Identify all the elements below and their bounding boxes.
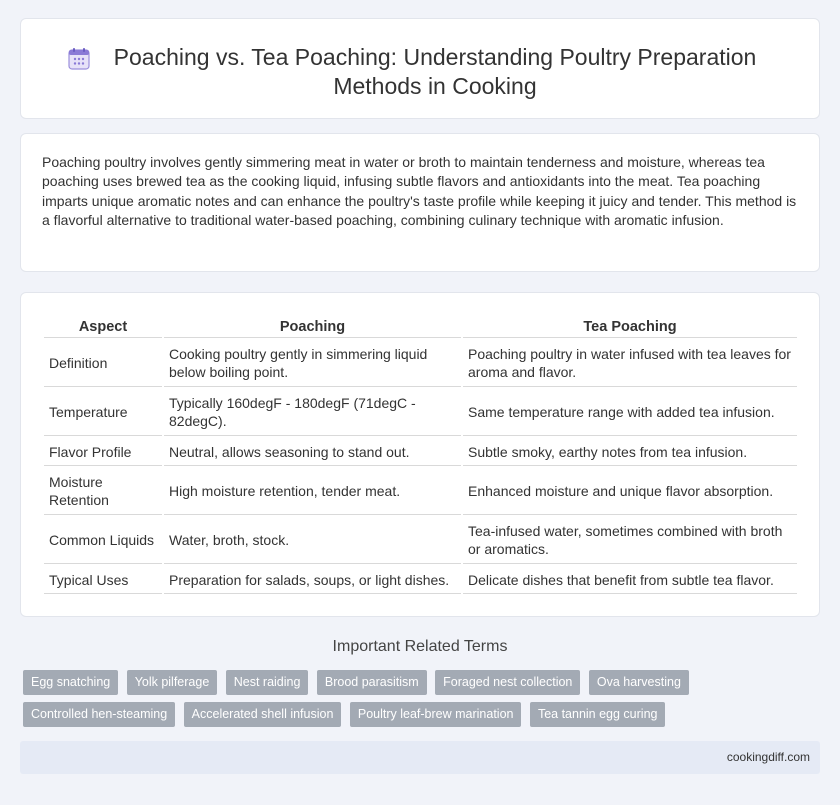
header-card — [20, 18, 820, 119]
intro-paragraph: Poaching poultry involves gently simmering meat in water or broth to maintain tenderness and moisture, whereas tea poaching uses brewed tea as the cooking liquid, infusing subtle flavors and antioxidants into the meat. Tea poaching imparts unique aromatic notes and can enhance the poultry's taste profile while keeping it juicy and tender. This method is a flavorful alternative to traditional water-based poaching, combining culinary technique with aromatic infusion. — [42, 154, 797, 228]
intro-card — [20, 133, 820, 272]
column-header-aspect: Aspect — [44, 316, 162, 338]
poaching-cell: Cooking poultry gently in simmering liquid below boiling point. — [164, 340, 461, 387]
comparison-table — [42, 314, 799, 596]
table-row — [44, 517, 797, 564]
related-term-tag[interactable]: Egg snatching — [23, 670, 118, 695]
table-row — [44, 468, 797, 515]
related-term-tag[interactable]: Nest raiding — [226, 670, 309, 695]
table-row — [44, 566, 797, 594]
related-terms-list — [23, 670, 823, 734]
aspect-cell: Temperature — [44, 389, 162, 436]
footer — [20, 741, 820, 774]
related-term-tag[interactable]: Yolk pilferage — [127, 670, 218, 695]
table-row — [44, 389, 797, 436]
poaching-cell: Water, broth, stock. — [164, 517, 461, 564]
column-header-poaching: Poaching — [164, 316, 461, 338]
table-row — [44, 438, 797, 466]
tea-poaching-cell: Subtle smoky, earthy notes from tea infusion. — [463, 438, 797, 466]
aspect-cell: Typical Uses — [44, 566, 162, 594]
related-term-tag[interactable]: Foraged nest collection — [435, 670, 580, 695]
related-terms-title: Important Related Terms — [332, 638, 508, 655]
column-header-tea-poaching: Tea Poaching — [463, 316, 797, 338]
related-term-tag[interactable]: Tea tannin egg curing — [530, 702, 666, 727]
poaching-cell: High moisture retention, tender meat. — [164, 468, 461, 515]
aspect-cell: Common Liquids — [44, 517, 162, 564]
related-term-tag[interactable]: Controlled hen-steaming — [23, 702, 175, 727]
aspect-cell: Moisture Retention — [44, 468, 162, 515]
poaching-cell: Preparation for salads, soups, or light dishes. — [164, 566, 461, 594]
tea-poaching-cell: Same temperature range with added tea infusion. — [463, 389, 797, 436]
related-term-tag[interactable]: Ova harvesting — [589, 670, 689, 695]
comparison-card — [20, 292, 820, 617]
related-term-tag[interactable]: Brood parasitism — [317, 670, 427, 695]
footer-site-link[interactable]: cookingdiff.com — [726, 750, 810, 764]
related-term-tag[interactable]: Poultry leaf-brew marination — [350, 702, 522, 727]
page-title: Poaching vs. Tea Poaching: Understanding Poultry Preparation Methods in Cooking — [113, 44, 757, 99]
tea-poaching-cell: Enhanced moisture and unique flavor absorption. — [463, 468, 797, 515]
poaching-cell: Typically 160degF - 180degF (71degC - 82degC). — [164, 389, 461, 436]
tea-poaching-cell: Delicate dishes that benefit from subtle tea flavor. — [463, 566, 797, 594]
tea-poaching-cell: Poaching poultry in water infused with tea leaves for aroma and flavor. — [463, 340, 797, 387]
table-row — [44, 340, 797, 387]
aspect-cell: Flavor Profile — [44, 438, 162, 466]
aspect-cell: Definition — [44, 340, 162, 387]
table-header-row — [44, 316, 797, 338]
poaching-cell: Neutral, allows seasoning to stand out. — [164, 438, 461, 466]
tea-poaching-cell: Tea-infused water, sometimes combined with broth or aromatics. — [463, 517, 797, 564]
related-term-tag[interactable]: Accelerated shell infusion — [184, 702, 342, 727]
